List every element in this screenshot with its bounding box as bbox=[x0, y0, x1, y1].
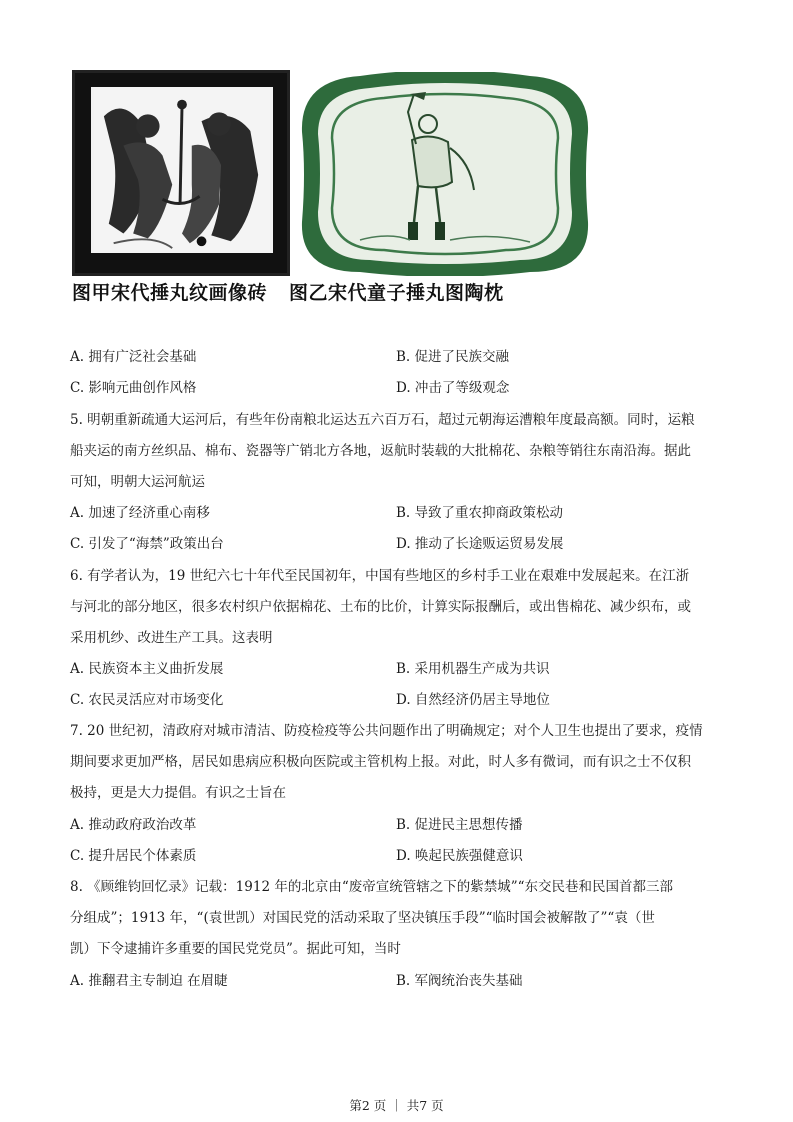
q5-line: 船夹运的南方丝织品、棉布、瓷器等广销北方各地，返航时装载的大批棉花、杂粮等销往东南沿海。据此 bbox=[70, 443, 691, 459]
q7-line: 7. 20 世纪初，清政府对城市清洁、防疫检疫等公共问题作出了明确规定；对个人卫生也提出了要求，疫情 bbox=[70, 723, 703, 739]
q5-options-row2 bbox=[70, 529, 725, 560]
q5-options-row1 bbox=[70, 498, 725, 529]
child-playing-chuiwan-illustration bbox=[300, 72, 590, 276]
q6-option-a[interactable]: A. 民族资本主义曲折发展 bbox=[70, 661, 224, 677]
q7-options-row1 bbox=[70, 810, 725, 841]
brick-relief-image bbox=[72, 70, 290, 276]
q6-line: 与河北的部分地区，很多农村织户依据棉花、土布的比价，计算实际报酬后，或出售棉花、减少织布，或 bbox=[70, 599, 691, 615]
caption-b: 图乙宋代童子捶丸图陶枕 bbox=[289, 282, 504, 304]
q6-line: 6. 有学者认为，19 世纪六七十年代至民国初年，中国有些地区的乡村手工业在艰难中发展起来。在江浙 bbox=[70, 568, 690, 584]
q8-line: 分组成”；1913 年，“(袁世凯）对国民党的活动采取了坚决镇压手段”“临时国会被解散了”“袁（世 bbox=[70, 910, 655, 926]
two-figures-illustration bbox=[91, 87, 273, 253]
q8-option-a[interactable]: A. 推翻君主专制迫 在眉睫 bbox=[70, 973, 228, 989]
ceramic-pillow-image bbox=[300, 72, 590, 276]
q6-options-row2 bbox=[70, 685, 725, 716]
q5-line: 可知，明朝大运河航运 bbox=[70, 474, 205, 490]
q6-option-b[interactable]: B. 采用机器生产成为共识 bbox=[396, 661, 550, 677]
page-footer: 第2 页 ｜ 共7 页 bbox=[349, 1098, 444, 1113]
q4-option-b[interactable]: B. 促进了民族交融 bbox=[396, 349, 510, 365]
q7-line: 期间要求更加严格，居民如患病应积极向医院或主管机构上报。对此，时人多有微词，而有识之士不仅积 bbox=[70, 754, 691, 770]
q5-option-d[interactable]: D. 推动了长途贩运贸易发展 bbox=[396, 536, 564, 552]
q6-stem bbox=[70, 561, 725, 654]
q5-stem bbox=[70, 405, 725, 498]
q5-line: 5. 明朝重新疏通大运河后，有些年份南粮北运达五六百万石，超过元朝海运漕粮年度最高额。同时，运粮 bbox=[70, 412, 695, 428]
q7-option-b[interactable]: B. 促进民主思想传播 bbox=[396, 817, 523, 833]
q8-line: 8. 《顾维钧回忆录》记载：1912 年的北京由“废帝宣统管辖之下的紫禁城”“东交民巷和民国首都三部 bbox=[70, 879, 674, 895]
q6-option-d[interactable]: D. 自然经济仍居主导地位 bbox=[396, 692, 550, 708]
q6-options-row1 bbox=[70, 654, 725, 685]
figure-caption bbox=[72, 278, 612, 305]
figures bbox=[72, 68, 597, 304]
q6-option-c[interactable]: C. 农民灵活应对市场变化 bbox=[70, 692, 224, 708]
q5-option-b[interactable]: B. 导致了重农抑商政策松动 bbox=[396, 505, 564, 521]
q5-option-a[interactable]: A. 加速了经济重心南移 bbox=[70, 505, 210, 521]
q8-line: 凯）下令逮捕许多重要的国民党党员”。据此可知，当时 bbox=[70, 941, 401, 957]
q7-option-d[interactable]: D. 唤起民族强健意识 bbox=[396, 848, 523, 864]
q7-stem bbox=[70, 716, 725, 809]
q7-line: 极持，更是大力提倡。有识之士旨在 bbox=[70, 785, 286, 801]
q8-stem bbox=[70, 872, 725, 965]
q7-options-row2 bbox=[70, 841, 725, 872]
q4-option-d[interactable]: D. 冲击了等级观念 bbox=[396, 380, 510, 396]
q4-option-c[interactable]: C. 影响元曲创作风格 bbox=[70, 380, 197, 396]
q6-line: 采用机纱、改进生产工具。这表明 bbox=[70, 630, 273, 646]
q8-option-b[interactable]: B. 军阀统治丧失基础 bbox=[396, 973, 523, 989]
q8-options-row1 bbox=[70, 966, 725, 997]
q4-option-a[interactable]: A. 拥有广泛社会基础 bbox=[70, 349, 197, 365]
caption-a: 图甲宋代捶丸纹画像砖 bbox=[72, 282, 268, 304]
q5-option-c[interactable]: C. 引发了“海禁”政策出台 bbox=[70, 536, 224, 552]
q4-options-row1 bbox=[70, 342, 725, 373]
q7-option-c[interactable]: C. 提升居民个体素质 bbox=[70, 848, 197, 864]
q4-options-row2 bbox=[70, 373, 725, 404]
q7-option-a[interactable]: A. 推动政府政治改革 bbox=[70, 817, 197, 833]
